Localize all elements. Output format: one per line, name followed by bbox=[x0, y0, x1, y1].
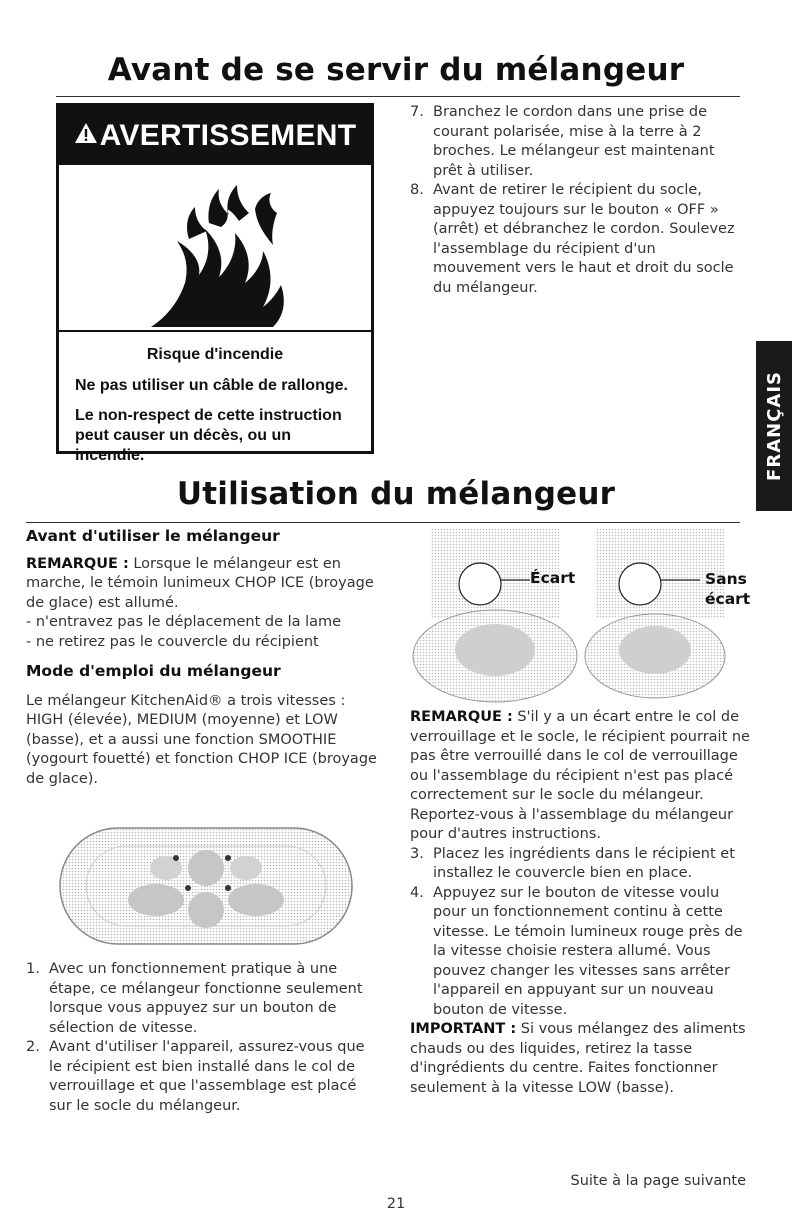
steps-left-list bbox=[26, 960, 382, 1116]
remark-2 bbox=[410, 708, 750, 845]
warning-text bbox=[59, 330, 371, 476]
mode-heading: Mode d'emploi du mélangeur bbox=[26, 662, 281, 680]
step-number: 1. bbox=[26, 961, 40, 977]
mode-text: Le mélangeur KitchenAid® a trois vitesses : HIGH (élevée), MEDIUM (moyenne) et LOW (basse), et a aussi une fonction SMOOTHIE (yogourt fouetté) et fonction CHOP ICE (broyage de glace). bbox=[26, 692, 377, 787]
step-number: 2. bbox=[26, 1039, 40, 1055]
warning-header-text: AVERTISSEMENT bbox=[99, 118, 357, 152]
warning-subtitle: Risque d'incendie bbox=[146, 346, 284, 363]
remark-text: Lorsque le mélangeur est en marche, le témoin lunimeux CHOP ICE (broyage de glace) est allumé. bbox=[26, 555, 374, 611]
left-column bbox=[26, 527, 378, 789]
step-text: Avant de retirer le récipient du socle, appuyez toujours sur le bouton « OFF » (arrêt) et débranchez le cordon. Soulevez l'assemblage du récipient d'un mouvement vers le haut et droit du socle du mélangeur. bbox=[433, 182, 735, 296]
list-item bbox=[410, 103, 740, 181]
list-item bbox=[26, 960, 382, 1038]
continued-note: Suite à la page suivante bbox=[570, 1173, 746, 1189]
step-text: Avec un fonctionnement pratique à une étape, ce mélangeur fonctionne seulement lorsque vous appuyez sur un bouton de sélection de vitesse. bbox=[49, 961, 363, 1036]
warning-line-1: Ne pas utiliser un câble de rallonge. bbox=[75, 377, 348, 394]
control-panel-image bbox=[56, 822, 356, 950]
warning-line-2: Le non-respect de cette instruction peut causer un décès, ou un incendie. bbox=[75, 407, 342, 464]
before-use-dash-1: - n'entravez pas le déplacement de la lame bbox=[26, 614, 342, 630]
warning-box bbox=[56, 103, 374, 464]
page-number: 21 bbox=[386, 1196, 406, 1212]
list-item bbox=[410, 845, 750, 884]
steps-right-list bbox=[410, 845, 750, 1021]
before-use-remark bbox=[26, 555, 378, 614]
list-item bbox=[410, 181, 740, 298]
before-use-heading: Avant d'utiliser le mélangeur bbox=[26, 527, 280, 545]
list-item bbox=[410, 884, 750, 1021]
gap-label: Écart bbox=[530, 569, 576, 587]
language-tab-label: FRANÇAIS bbox=[763, 371, 785, 481]
step-number: 7. bbox=[410, 104, 424, 120]
remark-2-text: S'il y a un écart entre le col de verrouillage et le socle, le récipient pourrait ne pas être verrouillé dans le col de verrouillage ou l'assemblage du récipient n'est pas placé correctement sur le socle du mélangeur. Reportez-vous à l'assemblage du mélangeur pour d'autres instructions. bbox=[410, 709, 750, 842]
important-text: Si vous mélangez des aliments chauds ou des liquides, retirez la tasse d'ingrédients du centre. Faites fonctionner seulement à la vitesse LOW (basse). bbox=[410, 1021, 746, 1096]
remark-label: REMARQUE : bbox=[26, 555, 129, 572]
page-title-usage: Utilisation du mélangeur bbox=[176, 476, 616, 512]
gap-figure bbox=[410, 528, 760, 703]
right-column bbox=[410, 708, 750, 1098]
step-text: Placez les ingrédients dans le récipient et installez le couvercle bien en place. bbox=[433, 845, 735, 881]
warning-triangle-icon bbox=[74, 119, 98, 153]
important-note bbox=[410, 1020, 750, 1098]
step-text: Appuyez sur le bouton de vitesse voulu pour un fonctionnement continu à cette vitesse. Le témoin lumineux rouge près de la vitesse choisie restera allumé. Vous pouvez changer les vitesses sans arrêter l'appareil en appuyant sur un nouveau bouton de vitesse. bbox=[433, 884, 743, 1018]
list-item bbox=[26, 1038, 382, 1116]
remark-2-label: REMARQUE : bbox=[410, 709, 513, 725]
step-number: 4. bbox=[410, 884, 424, 901]
top-rule bbox=[56, 96, 740, 97]
step-text: Avant d'utiliser l'appareil, assurez-vous que le récipient est bien installé dans le col de verrouillage et que l'assemblage est placé sur le socle du mélangeur. bbox=[49, 1039, 365, 1114]
warning-header bbox=[59, 106, 371, 165]
step-text: Branchez le cordon dans une prise de courant polarisée, mise à la terre à 2 broches. Le mélangeur est maintenant prêt à utiliser. bbox=[433, 104, 715, 179]
usage-rule bbox=[26, 522, 740, 523]
no-gap-label: Sans écart bbox=[705, 570, 751, 608]
step-number: 8. bbox=[410, 182, 424, 198]
steps-top-list bbox=[410, 103, 740, 298]
before-use-dash-2: - ne retirez pas le couvercle du récipient bbox=[26, 633, 319, 650]
step-number: 3. bbox=[410, 845, 424, 862]
important-label: IMPORTANT : bbox=[410, 1021, 517, 1037]
page-title-top: Avant de se servir du mélangeur bbox=[107, 52, 685, 88]
